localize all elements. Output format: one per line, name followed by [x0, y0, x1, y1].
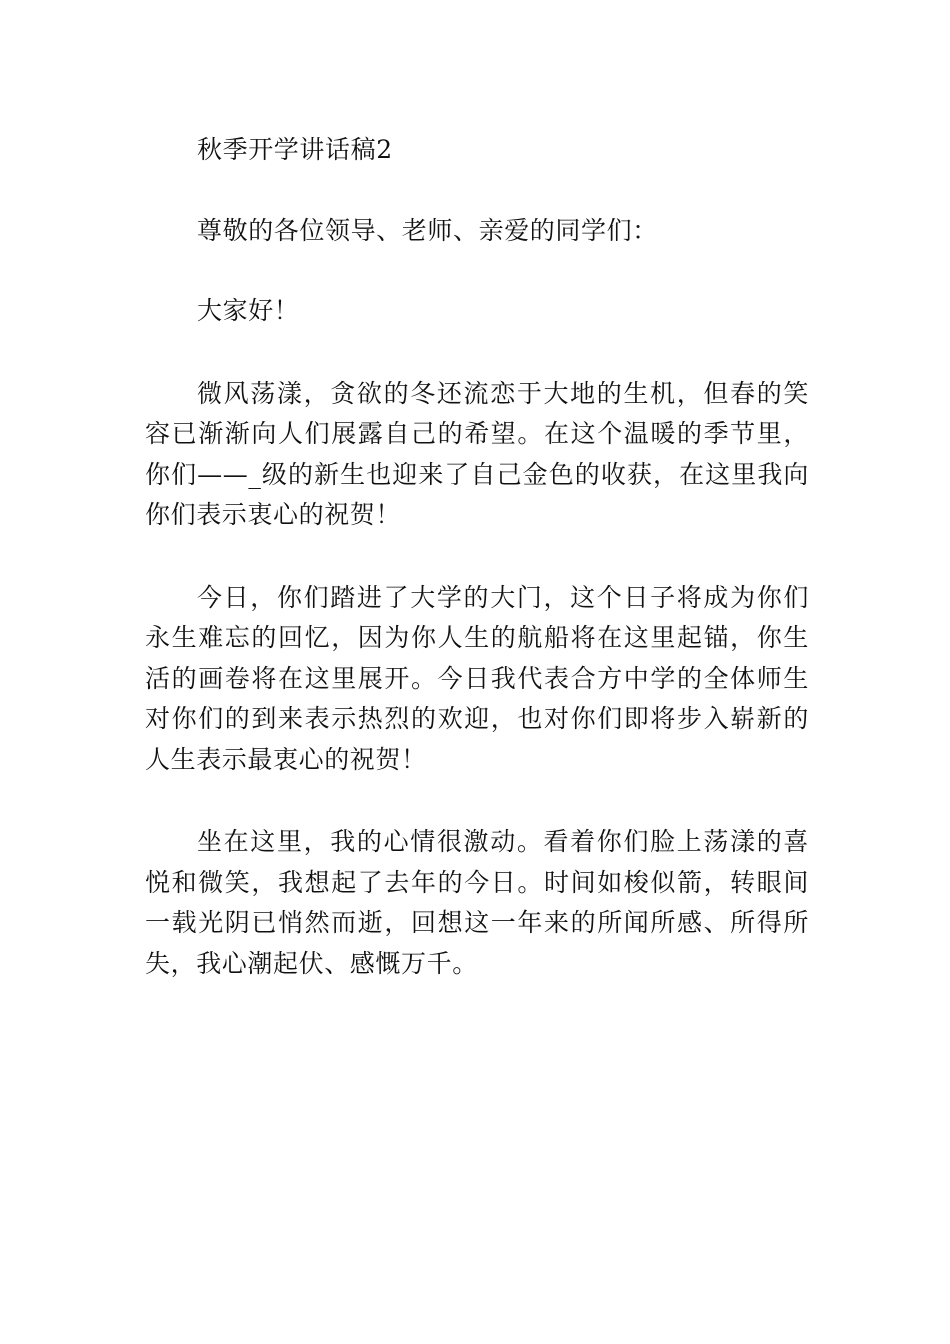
greeting: 大家好！ — [197, 296, 300, 325]
body-paragraph-3: 坐在这里，我的心情很激动。看着你们脸上荡漾的喜悦和微笑，我想起了去年的今日。时间如梭似箭，转眼间一载光阴已悄然而逝，回想这一年来的所闻所感、所得所失，我心潮起伏、感慨万千。 — [145, 827, 809, 978]
salutation: 尊敬的各位领导、老师、亲爱的同学们： — [197, 215, 658, 245]
body-paragraph-2: 今日，你们踏进了大学的大门，这个日子将成为你们永生难忘的回忆，因为你人生的航船将在这里起锚，你生活的画卷将在这里展开。今日我代表合方中学的全体师生对你们的到来表示热烈的欢迎，也对你们即将步入崭新的人生表示最衷心的祝贺！ — [145, 582, 809, 774]
spacer — [145, 251, 809, 291]
spacer — [145, 171, 809, 211]
body-paragraph-1: 微风荡漾，贪欲的冬还流恋于大地的生机，但春的笑容已渐渐向人们展露自己的希望。在这个温暖的季节里，你们——_级的新生也迎来了自己金色的收获，在这里我向你们表示衷心的祝贺！ — [145, 378, 809, 529]
document-title: 秋季开学讲话稿2 — [197, 135, 393, 164]
spacer — [145, 536, 809, 578]
document-page — [145, 130, 809, 984]
spacer — [145, 780, 809, 822]
spacer — [145, 332, 809, 374]
